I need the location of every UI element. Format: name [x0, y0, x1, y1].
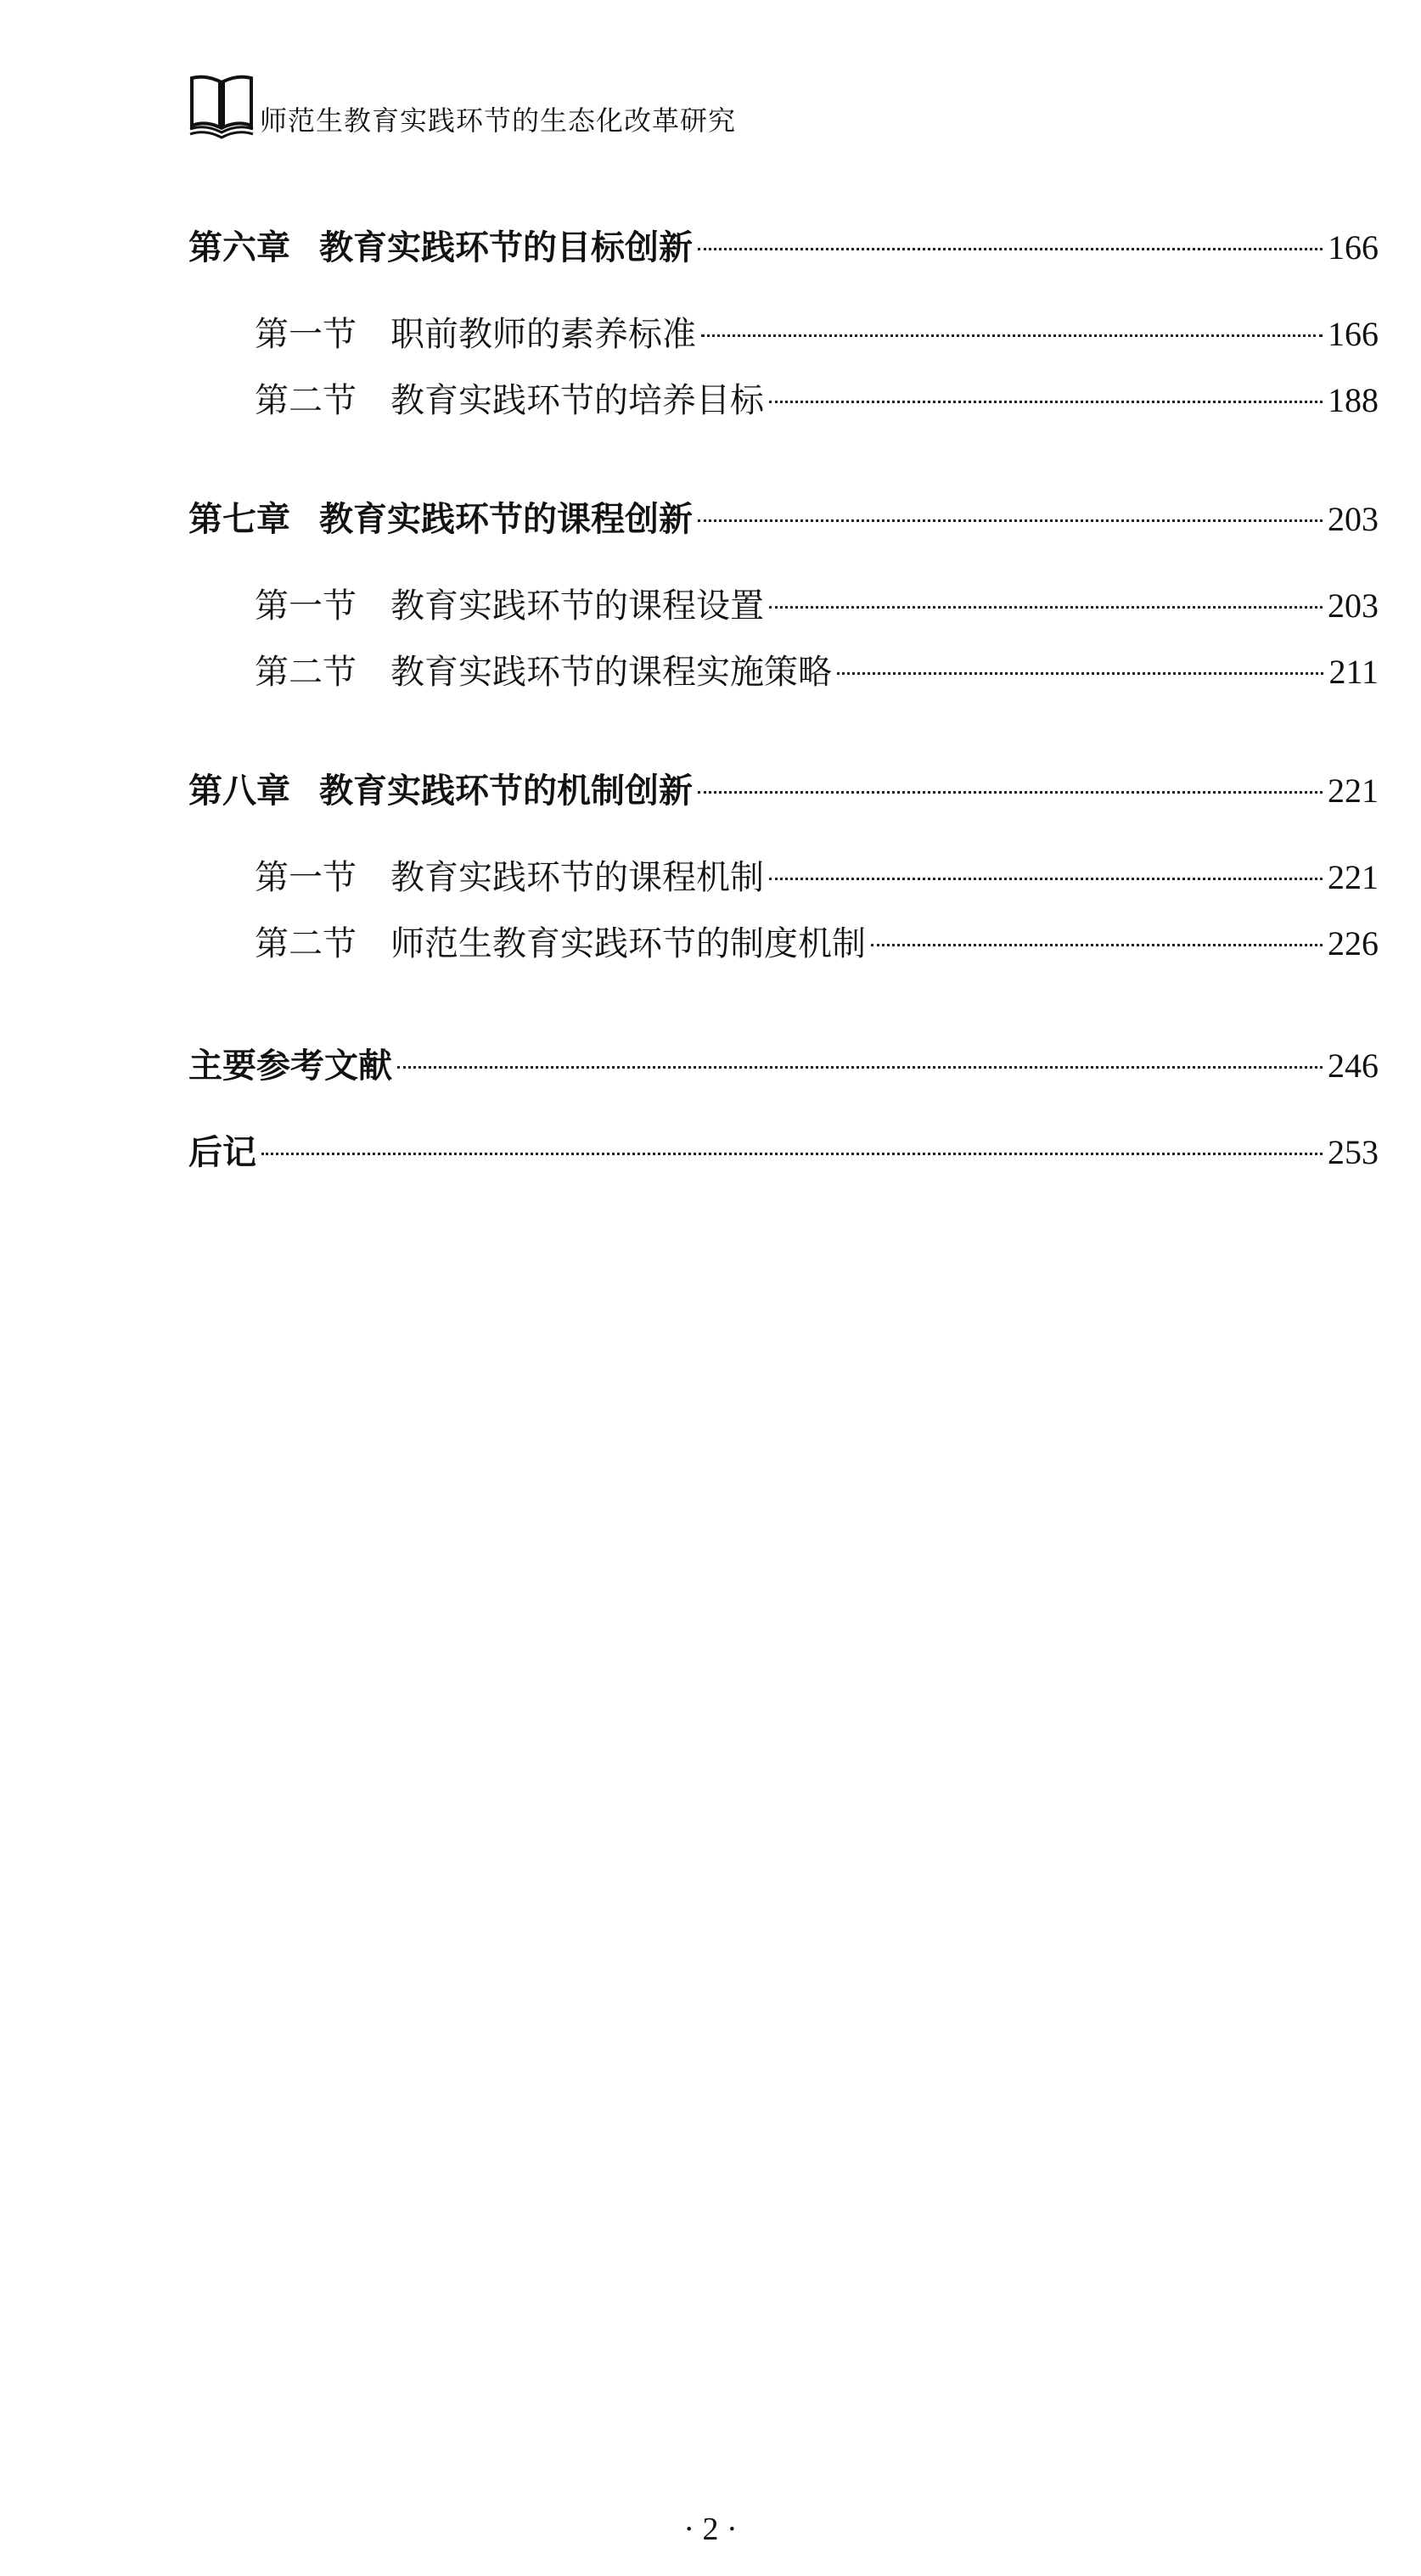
- dot-leader: [698, 791, 1323, 794]
- section-title: 教育实践环节的培养目标: [390, 381, 764, 420]
- dot-leader: [769, 878, 1323, 880]
- toc-chapter-6[interactable]: [188, 227, 1379, 268]
- back-matter-title: 主要参考文献: [188, 1047, 392, 1086]
- page-number: 221: [1328, 772, 1379, 810]
- section-number: 第一节: [255, 315, 357, 354]
- page-number: 221: [1328, 858, 1379, 896]
- section-title: 职前教师的素养标准: [390, 315, 696, 354]
- chapter-number: 第八章: [188, 772, 290, 811]
- back-matter-title: 后记: [188, 1133, 256, 1172]
- section-title: 教育实践环节的课程机制: [390, 858, 764, 897]
- dot-leader: [701, 334, 1323, 337]
- chapter-title: 教育实践环节的机制创新: [319, 772, 693, 811]
- page-footer-number: · 2 ·: [683, 2511, 738, 2547]
- toc-section-8-2[interactable]: [255, 923, 1379, 964]
- book-title: 师范生教育实践环节的生态化改革研究: [260, 104, 737, 137]
- chapter-title: 教育实践环节的课程创新: [319, 500, 693, 539]
- dot-leader: [261, 1153, 1323, 1155]
- section-title: 教育实践环节的课程实施策略: [390, 653, 832, 692]
- dot-leader: [769, 606, 1323, 609]
- toc-references[interactable]: [188, 1046, 1379, 1086]
- chapter-number: 第七章: [188, 500, 290, 539]
- page-number: 226: [1328, 924, 1379, 962]
- dot-leader: [698, 519, 1323, 522]
- section-title: 教育实践环节的课程设置: [390, 586, 764, 626]
- dot-leader: [871, 944, 1323, 946]
- page-number: 203: [1328, 500, 1379, 538]
- toc-section-8-1[interactable]: [255, 857, 1379, 898]
- section-number: 第二节: [255, 924, 357, 963]
- page-number: 166: [1328, 315, 1379, 353]
- toc-section-7-2[interactable]: [255, 652, 1379, 693]
- chapter-title: 教育实践环节的目标创新: [319, 228, 693, 267]
- page-number: 246: [1328, 1047, 1379, 1085]
- section-title: 师范生教育实践环节的制度机制: [390, 924, 866, 963]
- section-number: 第一节: [255, 858, 357, 897]
- page-number: 166: [1328, 228, 1379, 267]
- page-number: 253: [1328, 1133, 1379, 1171]
- section-number: 第二节: [255, 653, 357, 692]
- dot-leader: [769, 401, 1323, 403]
- chapter-number: 第六章: [188, 228, 290, 267]
- dot-leader: [698, 248, 1323, 250]
- dot-leader: [397, 1066, 1323, 1069]
- section-number: 第二节: [255, 381, 357, 420]
- toc-section-6-1[interactable]: [255, 314, 1379, 355]
- toc-section-6-2[interactable]: [255, 380, 1379, 421]
- toc-afterword[interactable]: [188, 1132, 1379, 1173]
- toc-section-7-1[interactable]: [255, 586, 1379, 626]
- page-number: 188: [1328, 381, 1379, 419]
- section-number: 第一节: [255, 586, 357, 626]
- page-number: 211: [1328, 653, 1379, 691]
- toc-chapter-7[interactable]: [188, 499, 1379, 540]
- page-number: 203: [1328, 586, 1379, 625]
- toc-chapter-8[interactable]: [188, 771, 1379, 811]
- dot-leader: [837, 672, 1323, 675]
